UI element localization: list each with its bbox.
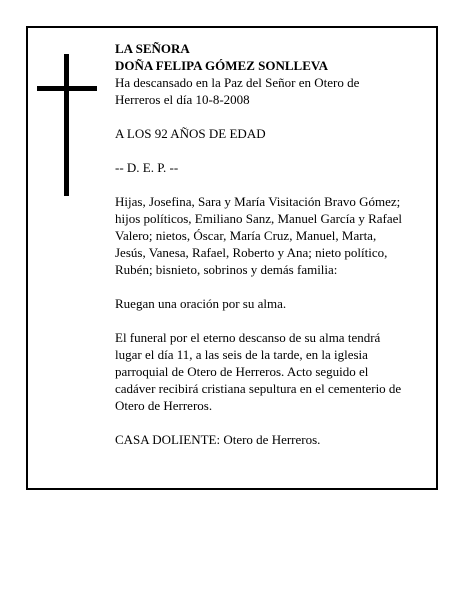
funeral-line: El funeral por el eterno descanso de su alma tendrá bbox=[115, 330, 381, 345]
funeral-line: parroquial de Otero de Herreros. Acto seguido el bbox=[115, 364, 369, 379]
prayer-line: Ruegan una oración por su alma. bbox=[115, 296, 287, 311]
funeral-line: Otero de Herreros. bbox=[115, 398, 213, 413]
deceased-name: DOÑA FELIPA GÓMEZ SONLLEVA bbox=[115, 58, 328, 73]
rip-line: -- D. E. P. -- bbox=[115, 160, 179, 175]
age-line: A LOS 92 AÑOS DE EDAD bbox=[115, 126, 266, 141]
family-line: Valero; nietos, Óscar, María Cruz, Manuel, Marta, bbox=[115, 228, 377, 243]
funeral-line: cadáver recibirá cristiana sepultura en el cementerio de bbox=[115, 381, 402, 396]
cross-icon-crossbar bbox=[37, 86, 97, 91]
cross-icon bbox=[64, 54, 69, 196]
family-line: Hijas, Josefina, Sara y María Visitación Bravo Gómez; bbox=[115, 194, 401, 209]
family-line: Jesús, Vanesa, Rafael, Roberto y Ana; nieto político, bbox=[115, 245, 388, 260]
house-line: CASA DOLIENTE: Otero de Herreros. bbox=[115, 432, 321, 447]
funeral-line: lugar el día 11, a las seis de la tarde, en la iglesia bbox=[115, 347, 368, 362]
obituary-text bbox=[115, 40, 415, 448]
rest-line-1: Ha descansado en la Paz del Señor en Otero de bbox=[115, 75, 360, 90]
rest-line-2: Herreros el día 10-8-2008 bbox=[115, 92, 250, 107]
family-line: Rubén; bisnieto, sobrinos y demás familia: bbox=[115, 262, 338, 277]
title-line: LA SEÑORA bbox=[115, 41, 190, 56]
family-line: hijos políticos, Emiliano Sanz, Manuel García y Rafael bbox=[115, 211, 403, 226]
